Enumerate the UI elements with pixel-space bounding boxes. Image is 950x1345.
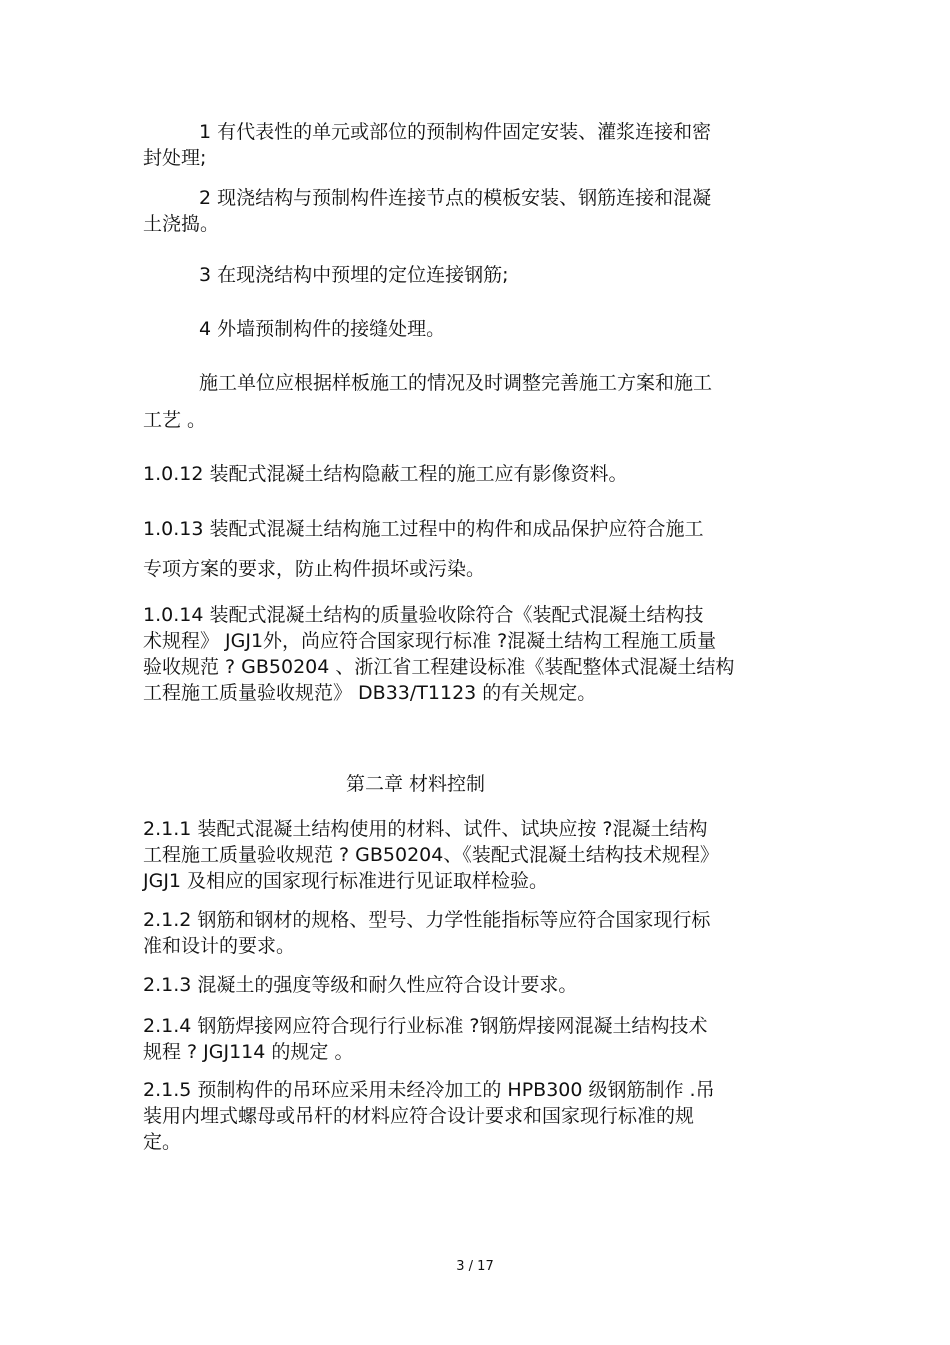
clause-2-1-2-line1: 2.1.2 钢筋和钢材的规格、型号、力学性能指标等应符合国家现行标	[143, 909, 711, 931]
clause-2-1-5-line2: 装用内埋式螺母或吊杆的材料应符合设计要求和国家现行标准的规	[143, 1105, 695, 1127]
clause-1-0-13-line1: 1.0.13 装配式混凝土结构施工过程中的构件和成品保护应符合施工	[143, 518, 704, 540]
item-2-line2: 土浇捣。	[143, 213, 220, 235]
clause-2-1-4-line2: 规程 ? JGJ114 的规定 。	[143, 1041, 354, 1063]
clause-1-0-13-line2: 专项方案的要求，防止构件损坏或污染。	[143, 558, 486, 580]
item-1-line1: 1 有代表性的单元或部位的预制构件固定安装、灌浆连接和密	[199, 121, 712, 143]
clause-2-1-3-line1: 2.1.3 混凝土的强度等级和耐久性应符合设计要求。	[143, 974, 578, 996]
clause-1-0-14-line4: 工程施工质量验收规范》 DB33/T1123 的有关规定。	[143, 682, 597, 704]
clause-2-1-2-line2: 准和设计的要求。	[143, 935, 296, 957]
clause-2-1-1-line2: 工程施工质量验收规范 ? GB50204、《装配式混凝土结构技术规程》	[143, 844, 719, 866]
chapter-title: 第二章 材料控制	[346, 773, 486, 795]
clause-2-1-5-line3: 定。	[143, 1131, 182, 1153]
page-number: 3 / 17	[456, 1259, 494, 1274]
clause-2-1-1-line3: JGJ1 及相应的国家现行标准进行见证取样检验。	[143, 870, 549, 892]
item-4-line1: 4 外墙预制构件的接缝处理。	[199, 318, 446, 340]
clause-2-1-4-line1: 2.1.4 钢筋焊接网应符合现行行业标准 ?钢筋焊接网混凝土结构技术	[143, 1015, 708, 1037]
item-2-line1: 2 现浇结构与预制构件连接节点的模板安装、钢筋连接和混凝	[199, 187, 712, 209]
note-line1: 施工单位应根据样板施工的情况及时调整完善施工方案和施工	[199, 372, 713, 394]
item-1-line2: 封处理;	[143, 147, 207, 169]
clause-1-0-14-line2: 术规程》 JGJ1外，尚应符合国家现行标准 ?混凝土结构工程施工质量	[143, 630, 717, 652]
note-line2: 工艺 。	[143, 409, 207, 431]
clause-1-0-14-line1: 1.0.14 装配式混凝土结构的质量验收除符合《装配式混凝土结构技	[143, 604, 704, 626]
item-3-line1: 3 在现浇结构中预埋的定位连接钢筋;	[199, 264, 509, 286]
clause-2-1-5-line1: 2.1.5 预制构件的吊环应采用未经冷加工的 HPB300 级钢筋制作 .吊	[143, 1079, 715, 1101]
clause-2-1-1-line1: 2.1.1 装配式混凝土结构使用的材料、试件、试块应按 ?混凝土结构	[143, 818, 708, 840]
clause-1-0-14-line3: 验收规范 ? GB50204 、浙江省工程建设标准《装配整体式混凝土结构	[143, 656, 735, 678]
clause-1-0-12-line1: 1.0.12 装配式混凝土结构隐蔽工程的施工应有影像资料。	[143, 463, 628, 485]
